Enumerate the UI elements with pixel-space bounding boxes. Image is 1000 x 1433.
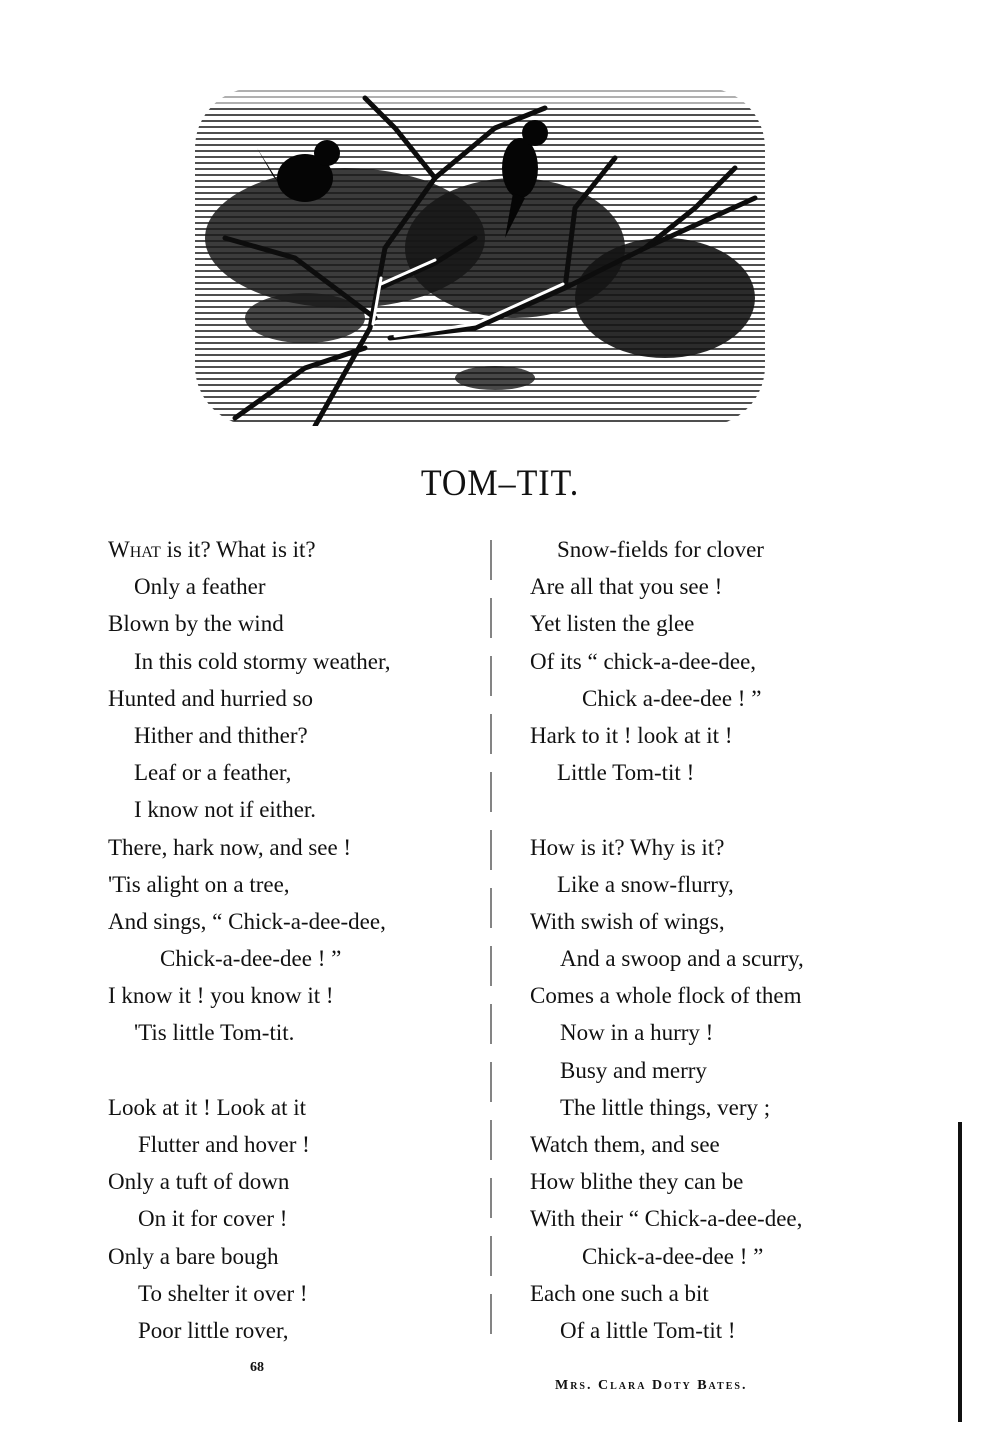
poem-line: Blown by the wind bbox=[108, 611, 284, 637]
stanza-break bbox=[108, 1052, 488, 1089]
poem-line: The little things, very ; bbox=[560, 1094, 771, 1120]
poem-line: Snow-fields for clover bbox=[557, 537, 764, 562]
poem-line: How blithe they can be bbox=[530, 1169, 744, 1195]
poem-line: Only a feather bbox=[134, 574, 266, 600]
author-credit: Mrs. Clara Doty Bates. bbox=[555, 1378, 748, 1393]
poem-line: Of its “ chick-a-dee-dee, bbox=[530, 648, 757, 674]
poem-title: TOM–TIT. bbox=[420, 463, 580, 504]
poem-line: With swish of wings, bbox=[530, 908, 725, 934]
poem-line: Flutter and hover ! bbox=[138, 1132, 310, 1157]
poem-line: And sings, “ Chick-a-dee-dee, bbox=[108, 908, 386, 934]
poem-line: Hither and thither? bbox=[134, 722, 308, 748]
poem-line: Leaf or a feather, bbox=[134, 760, 292, 786]
right-column bbox=[530, 531, 910, 1349]
left-column bbox=[108, 531, 488, 1349]
poem-line: Watch them, and see bbox=[530, 1132, 720, 1157]
column-divider bbox=[490, 540, 492, 1350]
poem-line: Hark to it ! look at it ! bbox=[530, 722, 733, 748]
poem-line: Poor little rover, bbox=[138, 1317, 289, 1343]
poem-line: Only a tuft of down bbox=[108, 1169, 290, 1195]
poem-line: Only a bare bough bbox=[108, 1243, 279, 1269]
poem-line: There, hark now, and see ! bbox=[108, 834, 352, 860]
bird-illustration bbox=[195, 88, 765, 426]
stanza-break bbox=[530, 791, 910, 828]
page-number: 68 bbox=[250, 1360, 264, 1375]
poem-line: Little Tom-tit ! bbox=[557, 760, 695, 786]
poem-line: Like a snow-flurry, bbox=[557, 871, 734, 897]
poem-line: Of a little Tom-tit ! bbox=[560, 1317, 736, 1343]
poem-line: With their “ Chick-a-dee-dee, bbox=[530, 1206, 803, 1232]
poem-line: Chick a-dee-dee ! ” bbox=[582, 685, 762, 711]
poem-line: How is it? Why is it? bbox=[530, 834, 725, 860]
poem-line: I know it ! you know it ! bbox=[108, 983, 334, 1009]
poem-line: Chick-a-dee-dee ! ” bbox=[160, 946, 342, 972]
poem-line: To shelter it over ! bbox=[138, 1280, 308, 1306]
poem-line: What is it? What is it? bbox=[108, 537, 316, 562]
poem-line: I know not if either. bbox=[134, 797, 317, 823]
poem-line: Comes a whole flock of them bbox=[530, 983, 802, 1009]
poem-line: Now in a hurry ! bbox=[560, 1020, 714, 1046]
bush-right bbox=[575, 238, 755, 358]
poem-line: Busy and merry bbox=[560, 1057, 707, 1083]
poem-line: And a swoop and a scurry, bbox=[560, 946, 804, 972]
poem-line: Hunted and hurried so bbox=[108, 685, 314, 711]
poem-line: Look at it ! Look at it bbox=[108, 1094, 307, 1120]
poem-line: In this cold stormy weather, bbox=[134, 648, 391, 674]
poem-line: 'Tis little Tom-tit. bbox=[134, 1020, 295, 1046]
poem-line: Are all that you see ! bbox=[530, 574, 723, 600]
scan-edge-mark bbox=[958, 1122, 962, 1422]
poem-line: On it for cover ! bbox=[138, 1206, 288, 1232]
poem-line: Chick-a-dee-dee ! ” bbox=[582, 1243, 764, 1269]
poem-line: 'Tis alight on a tree, bbox=[108, 871, 290, 897]
poem-line: Yet listen the glee bbox=[530, 611, 695, 637]
poem-line: Each one such a bit bbox=[530, 1280, 709, 1306]
